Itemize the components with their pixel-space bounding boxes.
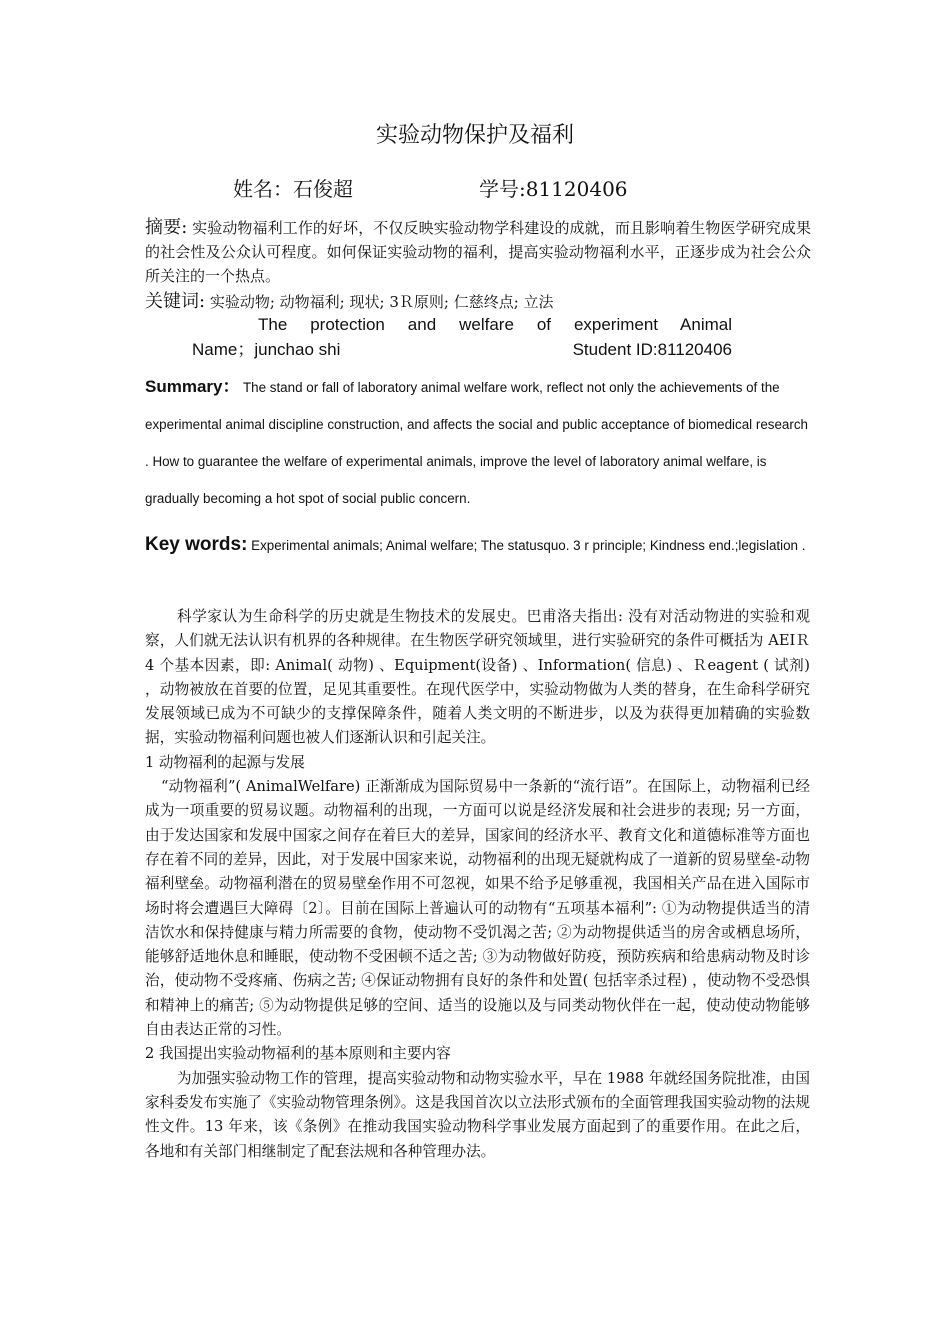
- page-title: 实验动物保护及福利: [375, 123, 574, 148]
- summary-en: [145, 368, 815, 517]
- keywords-en-text: Experimental animals; Animal welfare; The statusquo. 3 r principle; Kindness end.;legislation .: [251, 538, 806, 553]
- section-2-paragraph: 为加强实验动物工作的管理，提高实验动物和动物实验水平，早在 1988 年就经国务院批准，由国家科委发布实施了《实验动物管理条例》。这是我国首次以立法形式颁布的全面管理我国实验动物的法规性文件。13 年来，该《条例》在推动我国实验动物科学事业发展方面起到了的重要作用。在此之后，各地和有关部门相继制定了配套法规和各种管理办法。: [145, 1069, 810, 1160]
- keywords-en-label: Key words:: [145, 534, 248, 555]
- english-author-info: [192, 338, 732, 362]
- intro-paragraph: 科学家认为生命科学的历史就是生物技术的发展史。巴甫洛夫指出: 没有对活动物进的实验和观察，人们就无法认识有机界的各种规律。在生物医学研究领域里，进行实验研究的条件可概括为 AEIＲ4 个基本因素，即: Animal( 动物) 、Equipment(设备) 、Information( 信息) 、Ｒeagent ( 试剂) ，动物被放在首要的位置，足见其重要性。在现代医学中，实验动物做为人类的替身，在生命科学研究发展领域已成为不可缺少的支撑保障条件，随着人类文明的不断进步，以及为获得更加精确的实验数据，实验动物福利问题也被人们逐渐认识和引起关注。: [145, 608, 810, 747]
- abstract-cn-label: 摘要:: [145, 217, 188, 238]
- author-info: [233, 173, 628, 202]
- keywords-cn-text: 实验动物; 动物福利; 现状; 3Ｒ原则; 仁慈终点; 立法: [209, 293, 554, 311]
- summary-text: The stand or fall of laboratory animal welfare work, reflect not only the achievements of the experimental animal discipline construction, and affects the social and public acceptance of biomedical research . How to guarantee the welfare of experimental animals, improve the level of laboratory animal welfare, is gradually becoming a hot spot of social public concern.: [145, 380, 808, 506]
- keywords-cn: [145, 290, 825, 314]
- summary-label: Summary：: [145, 377, 240, 396]
- english-student-id: Student ID:81120406: [572, 340, 732, 359]
- english-title: The protection and welfare of experiment Animal: [258, 315, 732, 334]
- section-1-heading: 1 动物福利的起源与发展: [145, 753, 305, 771]
- body-text: [145, 605, 810, 1164]
- student-id: 学号:81120406: [479, 177, 628, 201]
- keywords-en: [145, 526, 815, 564]
- english-author-name: Name；junchao shi: [192, 340, 341, 359]
- abstract-cn-text: 实验动物福利工作的好坏，不仅反映实验动物学科建设的成就，而且影响着生物医学研究成果的社会性及公众认可程度。如何保证实验动物的福利，提高实验动物福利水平，正逐步成为社会公众所关注的一个热点。: [145, 219, 811, 285]
- author-name: 姓名：石俊超: [233, 177, 353, 201]
- section-2-heading: 2 我国提出实验动物福利的基本原则和主要内容: [145, 1045, 451, 1063]
- section-1-paragraph: “动物福利”( AnimalWelfare) 正渐渐成为国际贸易中一条新的“流行语”。在国际上，动物福利已经成为一项重要的贸易议题。动物福利的出现，一方面可以说是经济发展和社会进步的表现; 另一方面，由于发达国家和发展中国家之间存在着巨大的差异，国家间的经济水平、教育文化和道德标准等方面也存在着不同的差异，因此，对于发展中国家来说，动物福利的出现无疑就构成了一道新的贸易壁垒-动物福利壁垒。动物福利潜在的贸易壁垒作用不可忽视，如果不给予足够重视，我国相关产品在进入国际市场时将会遭遇巨大障碍〔2〕。目前在国际上普遍认可的动物有“五项基本福利”: ①为动物提供适当的清洁饮水和保持健康与精力所需要的食物，使动物不受饥渴之苦; ②为动物提供适当的房舍或栖息场所，能够舒适地休息和睡眠，使动物不受困顿不适之苦; ③为动物做好防疫，预防疾病和给患病动物及时诊治，使动物不受疼痛、伤病之苦; ④保证动物拥有良好的条件和处置( 包括宰杀过程) ，使动物不受恐惧和精神上的痛苦; ⑤为动物提供足够的空间、适当的设施以及与同类动物伙伴在一起，使动使动物能够自由表达正常的习性。: [145, 778, 810, 1039]
- abstract-cn: [145, 216, 811, 288]
- keywords-cn-label: 关键词:: [145, 291, 206, 312]
